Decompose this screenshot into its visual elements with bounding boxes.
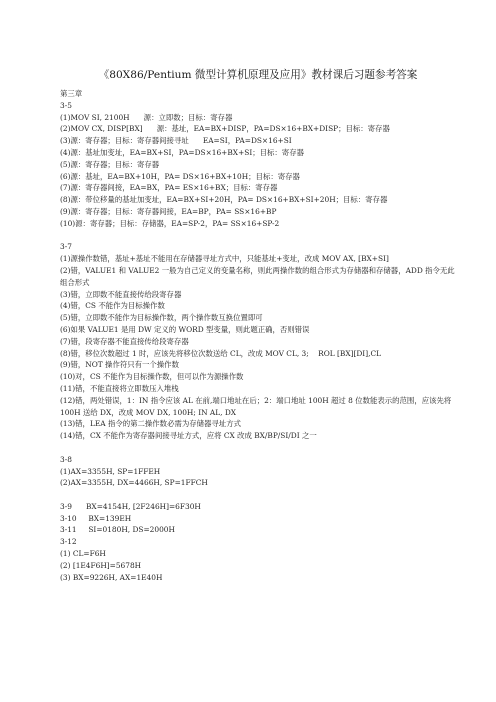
text-line: (9)错，NOT 操作符只有一个操作数 — [60, 360, 179, 370]
text-line: (11)错，不能直接将立即数压入堆栈 — [60, 383, 179, 393]
text-line: (3)错，立即数不能直接传给段寄存器 — [60, 289, 182, 299]
text-line: (2)AX=3355H, DX=4466H, SP=1FFCH — [60, 478, 208, 488]
text-line: (1)源操作数错，基址+基址不能用在存储器寻址方式中，只能基址+变址，改成 MOV AX, [BX+SI] — [60, 254, 389, 264]
text-line: (8)源：带位移量的基址加变址，EA=BX+SI+20H，PA= DS×16+BX+SI+20H；目标：寄存器 — [60, 195, 388, 205]
text-line: (1) CL=F6H — [60, 549, 106, 559]
text-line: (1)AX=3355H, SP=1FFEH — [60, 466, 161, 476]
text-line: (6)如果 VALUE1 是用 DW 定义的 WORD 型变量，则此题正确，否则错误 — [60, 324, 310, 334]
text-line: (7)源：寄存器间接，EA=BX，PA= ES×16+BX；目标：寄存器 — [60, 183, 278, 193]
document-body — [60, 88, 456, 583]
text-line: 3-10 BX=139EH — [60, 513, 132, 523]
text-line: 3-5 — [60, 100, 72, 110]
text-line: (10)源：寄存器；目标：存储器，EA=SP-2，PA= SS×16+SP-2 — [60, 218, 280, 228]
text-line: (7)错，段寄存器不能直接传给段寄存器 — [60, 336, 189, 346]
text-line: (2) [1E4F6H]=5678H — [60, 560, 142, 570]
text-line: (10)对，CS 不能作为目标操作数，但可以作为源操作数 — [60, 372, 244, 382]
text-line: 第三章 — [60, 89, 83, 98]
text-line: (12)错，两处错误，1：IN 指令应该 AL 在前,端口地址在后；2：端口地址 100H 超过 8 位数能表示的范围，应该先将 100H 送给 DX，改成 MOV DX, 100H; IN AL, DX — [60, 395, 454, 417]
text-line: (9)源：寄存器；目标：寄存器间接，EA=BP，PA= SS×16+BP — [60, 206, 277, 216]
text-line: (3) BX=9226H, AX=1E40H — [60, 572, 163, 582]
blank-line — [60, 442, 456, 454]
text-line: (4)源：基址加变址，EA=BX+SI，PA=DS×16+BX+SI；目标：寄存器 — [60, 147, 304, 157]
text-line: (6)源：基址，EA=BX+10H，PA= DS×16+BX+10H；目标：寄存器 — [60, 171, 300, 181]
document-title: 《80X86/Pentium 微型计算机原理及应用》教材课后习题参考答案 — [98, 69, 418, 81]
blank-line — [60, 489, 456, 501]
text-line: 3-12 — [60, 537, 77, 547]
text-line: 3-7 — [60, 242, 72, 252]
text-line: (1)MOV SI, 2100H 源：立即数；目标：寄存器 — [60, 112, 233, 122]
text-line: (14)错，CX 不能作为寄存器间接寻址方式，应将 CX 改成 BX/BP/SI/DI 之一 — [60, 431, 317, 441]
text-line: (8)错，移位次数超过 1 时，应该先将移位次数送给 CL，改成 MOV CL, 3; ROL [BX][DI],CL — [60, 348, 382, 358]
blank-line — [60, 230, 456, 242]
text-line: (5)源：寄存器；目标：寄存器 — [60, 159, 160, 169]
text-line: (4)错，CS 不能作为目标操作数 — [60, 301, 165, 311]
text-line: (2)错，VALUE1 和 VALUE2 一般为自己定义的变量名称，则此两操作数的组合形式为存储器和存储器，ADD 指令无此组合形式 — [60, 265, 455, 287]
text-line: (3)源：寄存器；目标：寄存器间接寻址 EA=SI，PA=DS×16+SI — [60, 136, 292, 146]
text-line: 3-8 — [60, 454, 72, 464]
text-line: 3-11 SI=0180H, DS=2000H — [60, 525, 175, 535]
text-line: (13)错，LEA 指令的第二操作数必需为存储器寻址方式 — [60, 419, 241, 429]
text-line: 3-9 BX=4154H, [2F246H]=6F30H — [60, 501, 201, 511]
text-line: (5)错，立即数不能作为目标操作数，两个操作数互换位置即可 — [60, 313, 263, 323]
text-line: (2)MOV CX, DISP[BX] 源：基址，EA=BX+DISP，PA=DS×16+BX+DISP；目标：寄存器 — [60, 124, 390, 134]
